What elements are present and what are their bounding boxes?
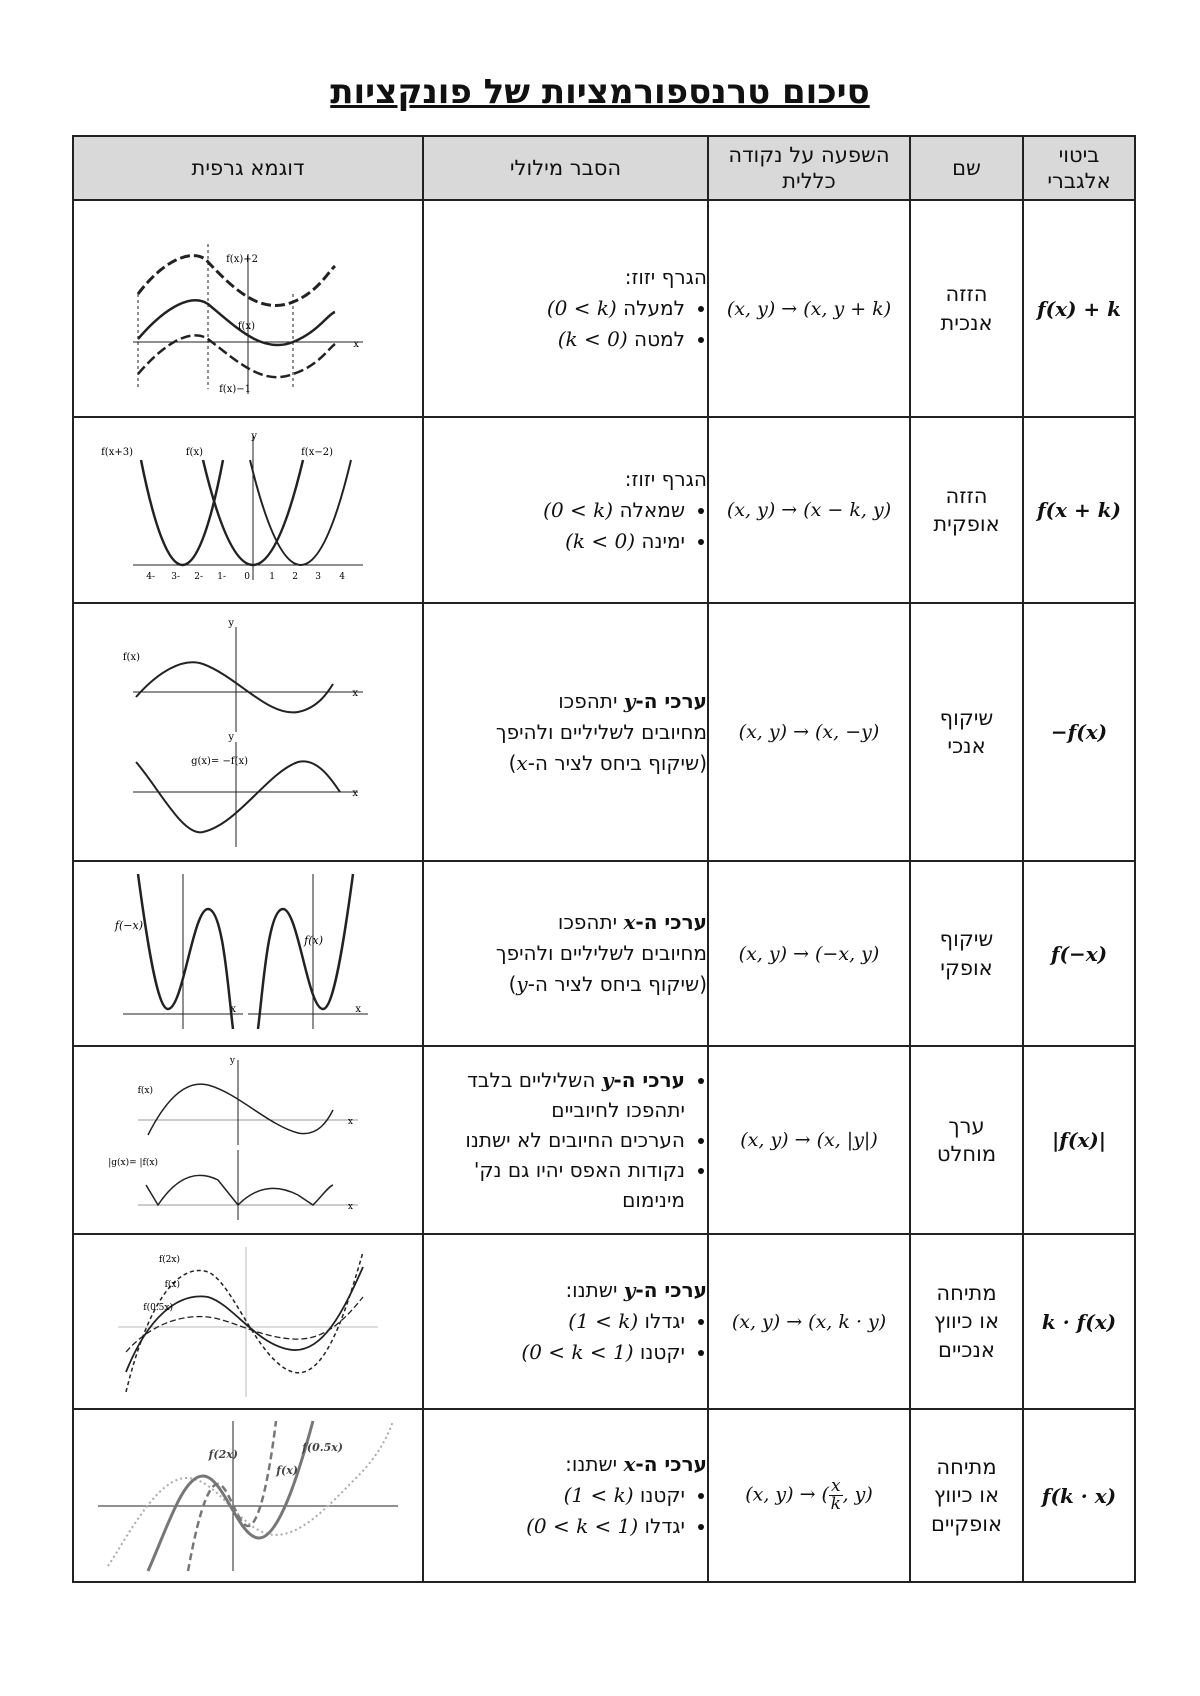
graph-horizontal-stretch — [73, 1409, 423, 1582]
row-explanation — [423, 1409, 708, 1582]
svg-text:3: 3 — [315, 572, 321, 582]
header-name: שם — [910, 136, 1023, 200]
name-line: אנכי — [947, 734, 986, 758]
name-line: אופקיים — [930, 1511, 1003, 1536]
name-line: או כיווץ — [933, 1483, 999, 1508]
bullet-item: • שמאלה (0 < k) — [424, 495, 685, 526]
name-line: אופקי — [940, 955, 993, 980]
name-line: הזזה — [945, 282, 988, 307]
name-line: שיקוף — [939, 705, 994, 730]
header-effect: השפעה על נקודה כללית — [708, 136, 910, 200]
explanation-intro: הגרף יזוז: — [624, 466, 707, 491]
row-effect: (x, y) → ( $\frac{x}{k}$ , y) — [708, 1409, 910, 1582]
explanation-line: מחיובים לשליליים ולהיפך — [495, 941, 707, 965]
svg-text:f(0.5x): f(0.5x) — [302, 1440, 343, 1454]
header-explanation: הסבר מילולי — [423, 136, 708, 200]
svg-text:f(x): f(x) — [185, 447, 203, 458]
svg-text:x: x — [230, 1003, 236, 1015]
bullet-item: • למעלה (0 < k) — [424, 293, 685, 324]
svg-text:y: y — [228, 732, 234, 743]
row-expr: k · f(x) — [1023, 1234, 1135, 1409]
table-row — [73, 1046, 1135, 1234]
svg-text:f(2x): f(2x) — [158, 1254, 180, 1265]
table-row — [73, 200, 1135, 417]
svg-text:y: y — [229, 1056, 235, 1066]
row-expr: f(x + k) — [1023, 417, 1135, 603]
svg-text:2: 2 — [292, 572, 298, 582]
explanation-intro: הגרף יזוז: — [624, 265, 707, 289]
table-row — [73, 1234, 1135, 1409]
graph-image — [88, 1416, 408, 1576]
svg-text:x: x — [352, 688, 358, 699]
transformations-table — [72, 135, 1136, 1583]
graph-image — [101, 425, 373, 595]
name-line: מוחלט — [936, 1142, 997, 1166]
svg-text:0: 0 — [244, 572, 250, 582]
row-explanation — [423, 417, 708, 603]
row-explanation — [423, 603, 708, 861]
explanation-line: (שיקוף ביחס לציר ה-y) — [508, 972, 707, 996]
graph-image — [108, 1242, 388, 1402]
explanation-line: ערכי ה-y ישתנו: — [565, 1278, 707, 1302]
bullet-item: • למטה (k < 0) — [424, 324, 685, 355]
svg-text:f(x): f(x) — [276, 1463, 298, 1477]
svg-text:f(2x): f(2x) — [208, 1447, 238, 1461]
graph-image — [118, 612, 378, 852]
row-name — [910, 417, 1023, 603]
table-row — [73, 603, 1135, 861]
row-name — [910, 1046, 1023, 1234]
name-line: הזזה — [945, 483, 988, 508]
row-explanation — [423, 200, 708, 417]
name-line: אנכית — [940, 310, 993, 335]
bullet-item: • נקודות האפס יהיו גם נק' מינימום — [424, 1155, 685, 1215]
svg-text:f(−x): f(−x) — [114, 918, 143, 932]
svg-text:-2: -2 — [194, 572, 203, 582]
graph-horizontal-shift — [73, 417, 423, 603]
row-effect: (x, y) → (x, k · y) — [708, 1234, 910, 1409]
explanation-line: ערכי ה-x ישתנו: — [565, 1452, 707, 1476]
svg-text:1: 1 — [269, 572, 275, 582]
row-expr: −f(x) — [1023, 603, 1135, 861]
graph-image — [108, 1055, 368, 1225]
graph-vertical-stretch — [73, 1234, 423, 1409]
svg-text:x: x — [355, 1003, 361, 1015]
svg-text:f(x): f(x) — [237, 320, 255, 332]
row-expr: f(k · x) — [1023, 1409, 1135, 1582]
svg-text:x: x — [347, 1202, 353, 1212]
svg-text:f(x): f(x) — [164, 1279, 180, 1290]
name-line: אנכיים — [938, 1337, 995, 1362]
bullet-item: • ערכי ה-y השליליים בלבד יתהפכו לחיוביים — [424, 1065, 685, 1125]
row-expr: f(x) + k — [1023, 200, 1135, 417]
graph-vertical-shift — [73, 200, 423, 417]
row-effect: (x, y) → (x, y + k) — [708, 200, 910, 417]
table-row — [73, 417, 1135, 603]
header-expr: ביטוי אלגברי — [1023, 136, 1135, 200]
svg-text:f(0.5x): f(0.5x) — [143, 1302, 173, 1313]
svg-text:x: x — [353, 338, 359, 350]
graph-image — [123, 214, 373, 404]
bullet-item: • יקטנו (0 < k < 1) — [424, 1337, 685, 1368]
row-explanation — [423, 1046, 708, 1234]
row-name — [910, 1234, 1023, 1409]
graph-image — [114, 869, 378, 1039]
explanation-line: ערכי ה-y יתהפכו — [558, 688, 707, 713]
row-effect: (x, y) → (−x, y) — [708, 861, 910, 1046]
table-row — [73, 861, 1135, 1046]
svg-text:f(x): f(x) — [304, 933, 323, 947]
row-name — [910, 200, 1023, 417]
svg-text:f(x): f(x) — [137, 1086, 153, 1096]
svg-text:-4: -4 — [146, 572, 155, 582]
svg-text:f(x): f(x) — [122, 652, 140, 663]
explanation-line: (שיקוף ביחס לציר ה-x) — [508, 750, 707, 775]
row-expr: |f(x)| — [1023, 1046, 1135, 1234]
svg-text:f(x+3): f(x+3) — [101, 447, 133, 458]
bullet-item: • יגדלו (0 < k < 1) — [424, 1511, 685, 1542]
svg-text:x: x — [347, 1117, 353, 1127]
name-line: או כיווץ — [933, 1309, 999, 1334]
bullet-item: • יגדלו (1 < k) — [424, 1306, 685, 1337]
header-graph: דוגמא גרפית — [73, 136, 423, 200]
row-explanation — [423, 861, 708, 1046]
svg-text:f(x−2): f(x−2) — [301, 447, 333, 458]
name-line: מתיחה — [936, 1280, 997, 1305]
svg-text:g(x)= |f(x)|: g(x)= |f(x)| — [108, 1158, 158, 1168]
row-name — [910, 861, 1023, 1046]
row-effect: (x, y) → (x, −y) — [708, 603, 910, 861]
row-explanation — [423, 1234, 708, 1409]
bullet-item: • הערכים החיובים לא ישתנו — [424, 1125, 685, 1155]
svg-text:y: y — [251, 431, 257, 442]
explanation-line: מחיובים לשליליים ולהיפך — [495, 719, 707, 744]
name-line: שיקוף — [939, 927, 994, 952]
svg-text:x: x — [352, 788, 358, 799]
svg-text:y: y — [228, 618, 234, 629]
row-name — [910, 603, 1023, 861]
graph-horizontal-reflection — [73, 861, 423, 1046]
row-expr: f(−x) — [1023, 861, 1135, 1046]
bullet-item: • ימינה (k < 0) — [424, 526, 685, 557]
svg-text:4: 4 — [339, 572, 345, 582]
svg-text:f(x)+2: f(x)+2 — [226, 253, 258, 265]
svg-text:f(x)−1: f(x)−1 — [219, 383, 251, 395]
svg-text:-1: -1 — [217, 572, 226, 582]
name-line: אופקית — [933, 512, 1000, 536]
explanation-line: ערכי ה-x יתהפכו — [557, 910, 707, 934]
svg-text:g(x)= −f(x): g(x)= −f(x) — [191, 756, 248, 767]
svg-text:-3: -3 — [171, 572, 180, 582]
page-title: סיכום טרנספורמציות של פונקציות — [330, 72, 870, 112]
bullet-item: • יקטנו (1 < k) — [424, 1480, 685, 1511]
table-row — [73, 1409, 1135, 1582]
name-line: מתיחה — [936, 1454, 997, 1479]
row-effect: (x, y) → (x − k, y) — [708, 417, 910, 603]
row-name — [910, 1409, 1023, 1582]
graph-vertical-reflection — [73, 603, 423, 861]
graph-absolute-value — [73, 1046, 423, 1234]
row-effect: (x, y) → (x, |y|) — [708, 1046, 910, 1234]
name-line: ערך — [948, 1113, 985, 1138]
header-row — [73, 136, 1135, 200]
